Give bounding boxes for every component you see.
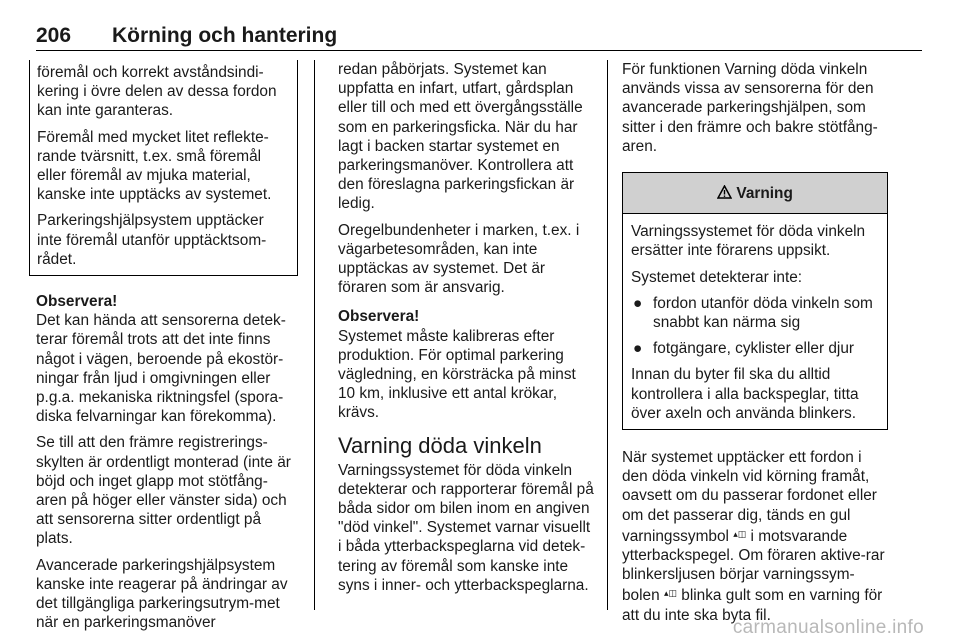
note-title: Observera!: [338, 308, 420, 326]
paragraph: Parkeringshjälpsystem upptäcker inte föremål utanför upptäcktsom-rådet.: [37, 212, 267, 268]
warning-header: [623, 173, 887, 214]
paragraph: Det kan hända att sensorerna detek-terar föremål trots att det inte finns något i vägen, beroende på ekostör-ningar från ljud i omgivningen eller p.g.a. mekaniska riktningsfel (spora-diska felvarningar kan förekomma).: [36, 312, 286, 426]
column-divider: [607, 60, 608, 610]
paragraph: föremål och korrekt avståndsindi-kering i övre delen av dessa fordon kan inte garanteras.: [37, 64, 277, 120]
column-1: [36, 60, 298, 639]
page-number: 206: [36, 24, 72, 47]
bullet-icon: ●: [633, 294, 643, 312]
blind-spot-symbol-icon: ▴◫: [663, 588, 677, 599]
paragraph: Oregelbundenheter i marken, t.ex. i vägarbetesområden, kan inte upptäckas av systemet. Det är föraren som är ansvarig.: [338, 221, 580, 297]
paragraph: Varningssystemet för döda vinkeln detekterar och rapporterar föremål på båda sidor om bilen inom en angiven "död vinkel". Systemet varnar visuellt i båda ytterbackspeglarna vid detek-tering av föremål som kanske inte syns i inner- och ytterbackspeglarna.: [338, 461, 594, 594]
column-2: [338, 60, 594, 602]
warning-body: [623, 214, 887, 429]
warning-box: [622, 172, 888, 430]
paragraph: När systemet upptäcker ett fordon i den döda vinkeln vid körning framåt, oavsett om du passerar fordonet eller om det passerar dig, tänds en gul varningssymbol ▴◫ i motsvarande ytterbackspegel. Om föraren aktive-rar blinkersljusen börjar varningssym-bolen ▴◫ blinka gult som en varning för att du inte ska byta fil.: [622, 449, 885, 624]
warning-title: Varning: [736, 185, 793, 203]
paragraph: För funktionen Varning döda vinkeln används vissa av sensorerna för den avancerade parkeringshjälpen, som sitter i den främre och bakre stötfång-aren.: [622, 61, 878, 155]
bullet-item: ● fotgängare, cyklister eller djur: [633, 340, 855, 358]
paragraph: Innan du byter fil ska du alltid kontrollera i alla backspeglar, titta över axeln och använda blinkers.: [631, 366, 859, 422]
heading-blind-spot: Varning döda vinkeln: [338, 432, 542, 458]
paragraph: Varningssystemet för döda vinkeln ersätter inte förarens uppsikt.: [631, 223, 866, 260]
blind-spot-symbol-icon: ▴◫: [733, 528, 747, 539]
note-title: Observera!: [36, 293, 118, 311]
paragraph: Avancerade parkeringshjälpsystem kanske inte reagerar på ändringar av det tillgängliga parkeringsutrym-met när en parkeringsmanöver: [36, 556, 288, 632]
page-header: [36, 8, 922, 51]
column-3: [622, 60, 888, 632]
continued-warning-box: [29, 60, 298, 276]
paragraph: Föremål med mycket litet reflekte-rande tvärsnitt, t.ex. små föremål eller föremål av mjuka material, kanske inte upptäcks av systemet.: [37, 128, 272, 204]
paragraph: redan påbörjats. Systemet kan uppfatta en infart, utfart, gårdsplan eller till och med ett övergångsställe som en parkeringsficka. När du har lagt i backen startar systemet en parkeringsmanöver. Kontrollera att den föreslagna parkeringsfickan är ledig.: [338, 61, 583, 213]
paragraph: Systemet måste kalibreras efter produktion. För optimal parkering vägledning, en körsträcka på minst 10 km, inklusive ett antal krökar, krävs.: [338, 327, 576, 422]
bullet-item: ● fordon utanför döda vinkeln som snabbt kan närma sig: [633, 294, 873, 332]
paragraph: Se till att den främre registrerings-skylten är ordentligt monterad (inte är böjd och inget glapp mot stötfång-aren på höger eller vänster sida) och att sensorerna sitter ordentligt på plats.: [36, 434, 291, 548]
section-title: Körning och hantering: [112, 24, 338, 47]
bullet-icon: ●: [633, 340, 643, 358]
paragraph: Systemet detekterar inte:: [631, 268, 803, 286]
warning-triangle-icon: [717, 185, 736, 202]
watermark: carmanualsonline.info: [732, 617, 924, 638]
column-divider: [314, 60, 315, 610]
